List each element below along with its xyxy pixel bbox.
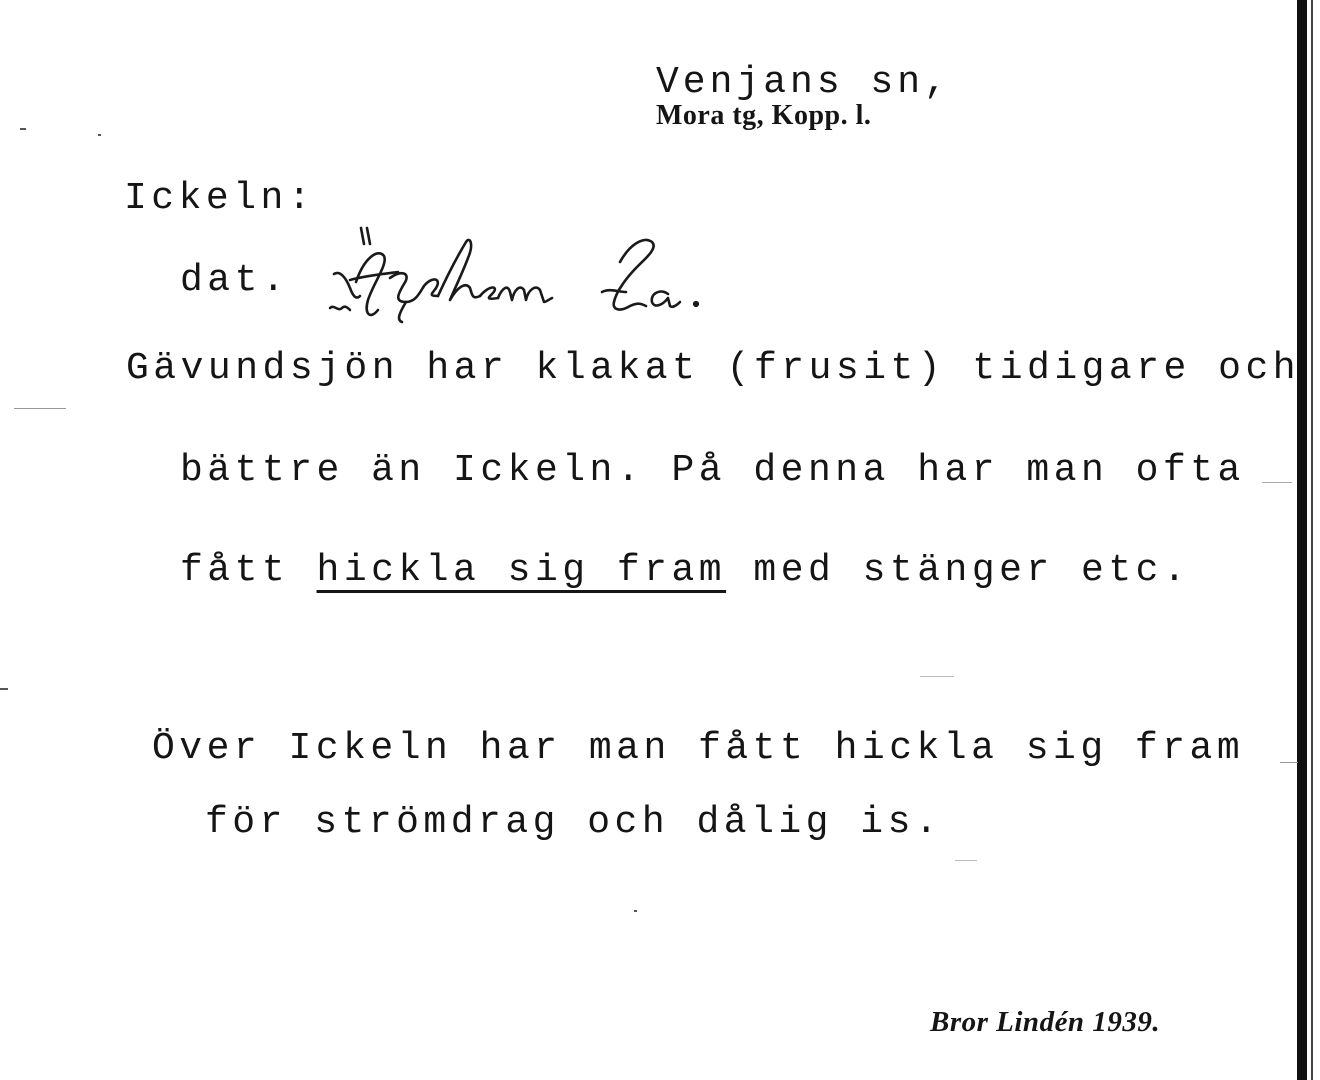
text-line-3: [180, 549, 1191, 592]
text-line-3-start: fått: [180, 549, 317, 592]
scan-speck: [1262, 482, 1292, 483]
collector-signature: Bror Lindén 1939.: [930, 1006, 1161, 1038]
text-line-2: bättre än Ickeln. På denna har man ofta: [180, 449, 1245, 492]
text-line-3-end: med stänger etc.: [726, 549, 1191, 592]
scan-speck: [955, 860, 977, 861]
place-header: [640, 48, 951, 146]
scan-speck: [20, 128, 26, 130]
text-line-4: Över Ickeln har man fått hickla sig fram: [152, 727, 1245, 770]
parish-name: Venjans sn,: [656, 61, 951, 104]
text-line-5: för strömdrag och dålig is.: [205, 801, 943, 844]
scan-speck: [634, 910, 637, 912]
district-stamp: Mora tg, Kopp. l.: [656, 100, 872, 131]
scan-speck: [98, 134, 101, 136]
card-edge-shadow: [1297, 0, 1307, 1080]
card-edge-line: [1311, 0, 1313, 1080]
scan-speck: [1280, 762, 1298, 763]
text-line-1: Gävundsjön har klakat (frusit) tidigare och: [126, 347, 1301, 390]
scan-speck: [0, 688, 8, 690]
scan-speck: [14, 408, 66, 409]
dative-label: dat.: [180, 259, 290, 302]
headword: Ickeln:: [124, 177, 316, 220]
scan-speck: [920, 676, 954, 677]
underlined-phrase: hickla sig fram: [316, 549, 727, 592]
handwritten-phonetic-form: [320, 222, 710, 332]
